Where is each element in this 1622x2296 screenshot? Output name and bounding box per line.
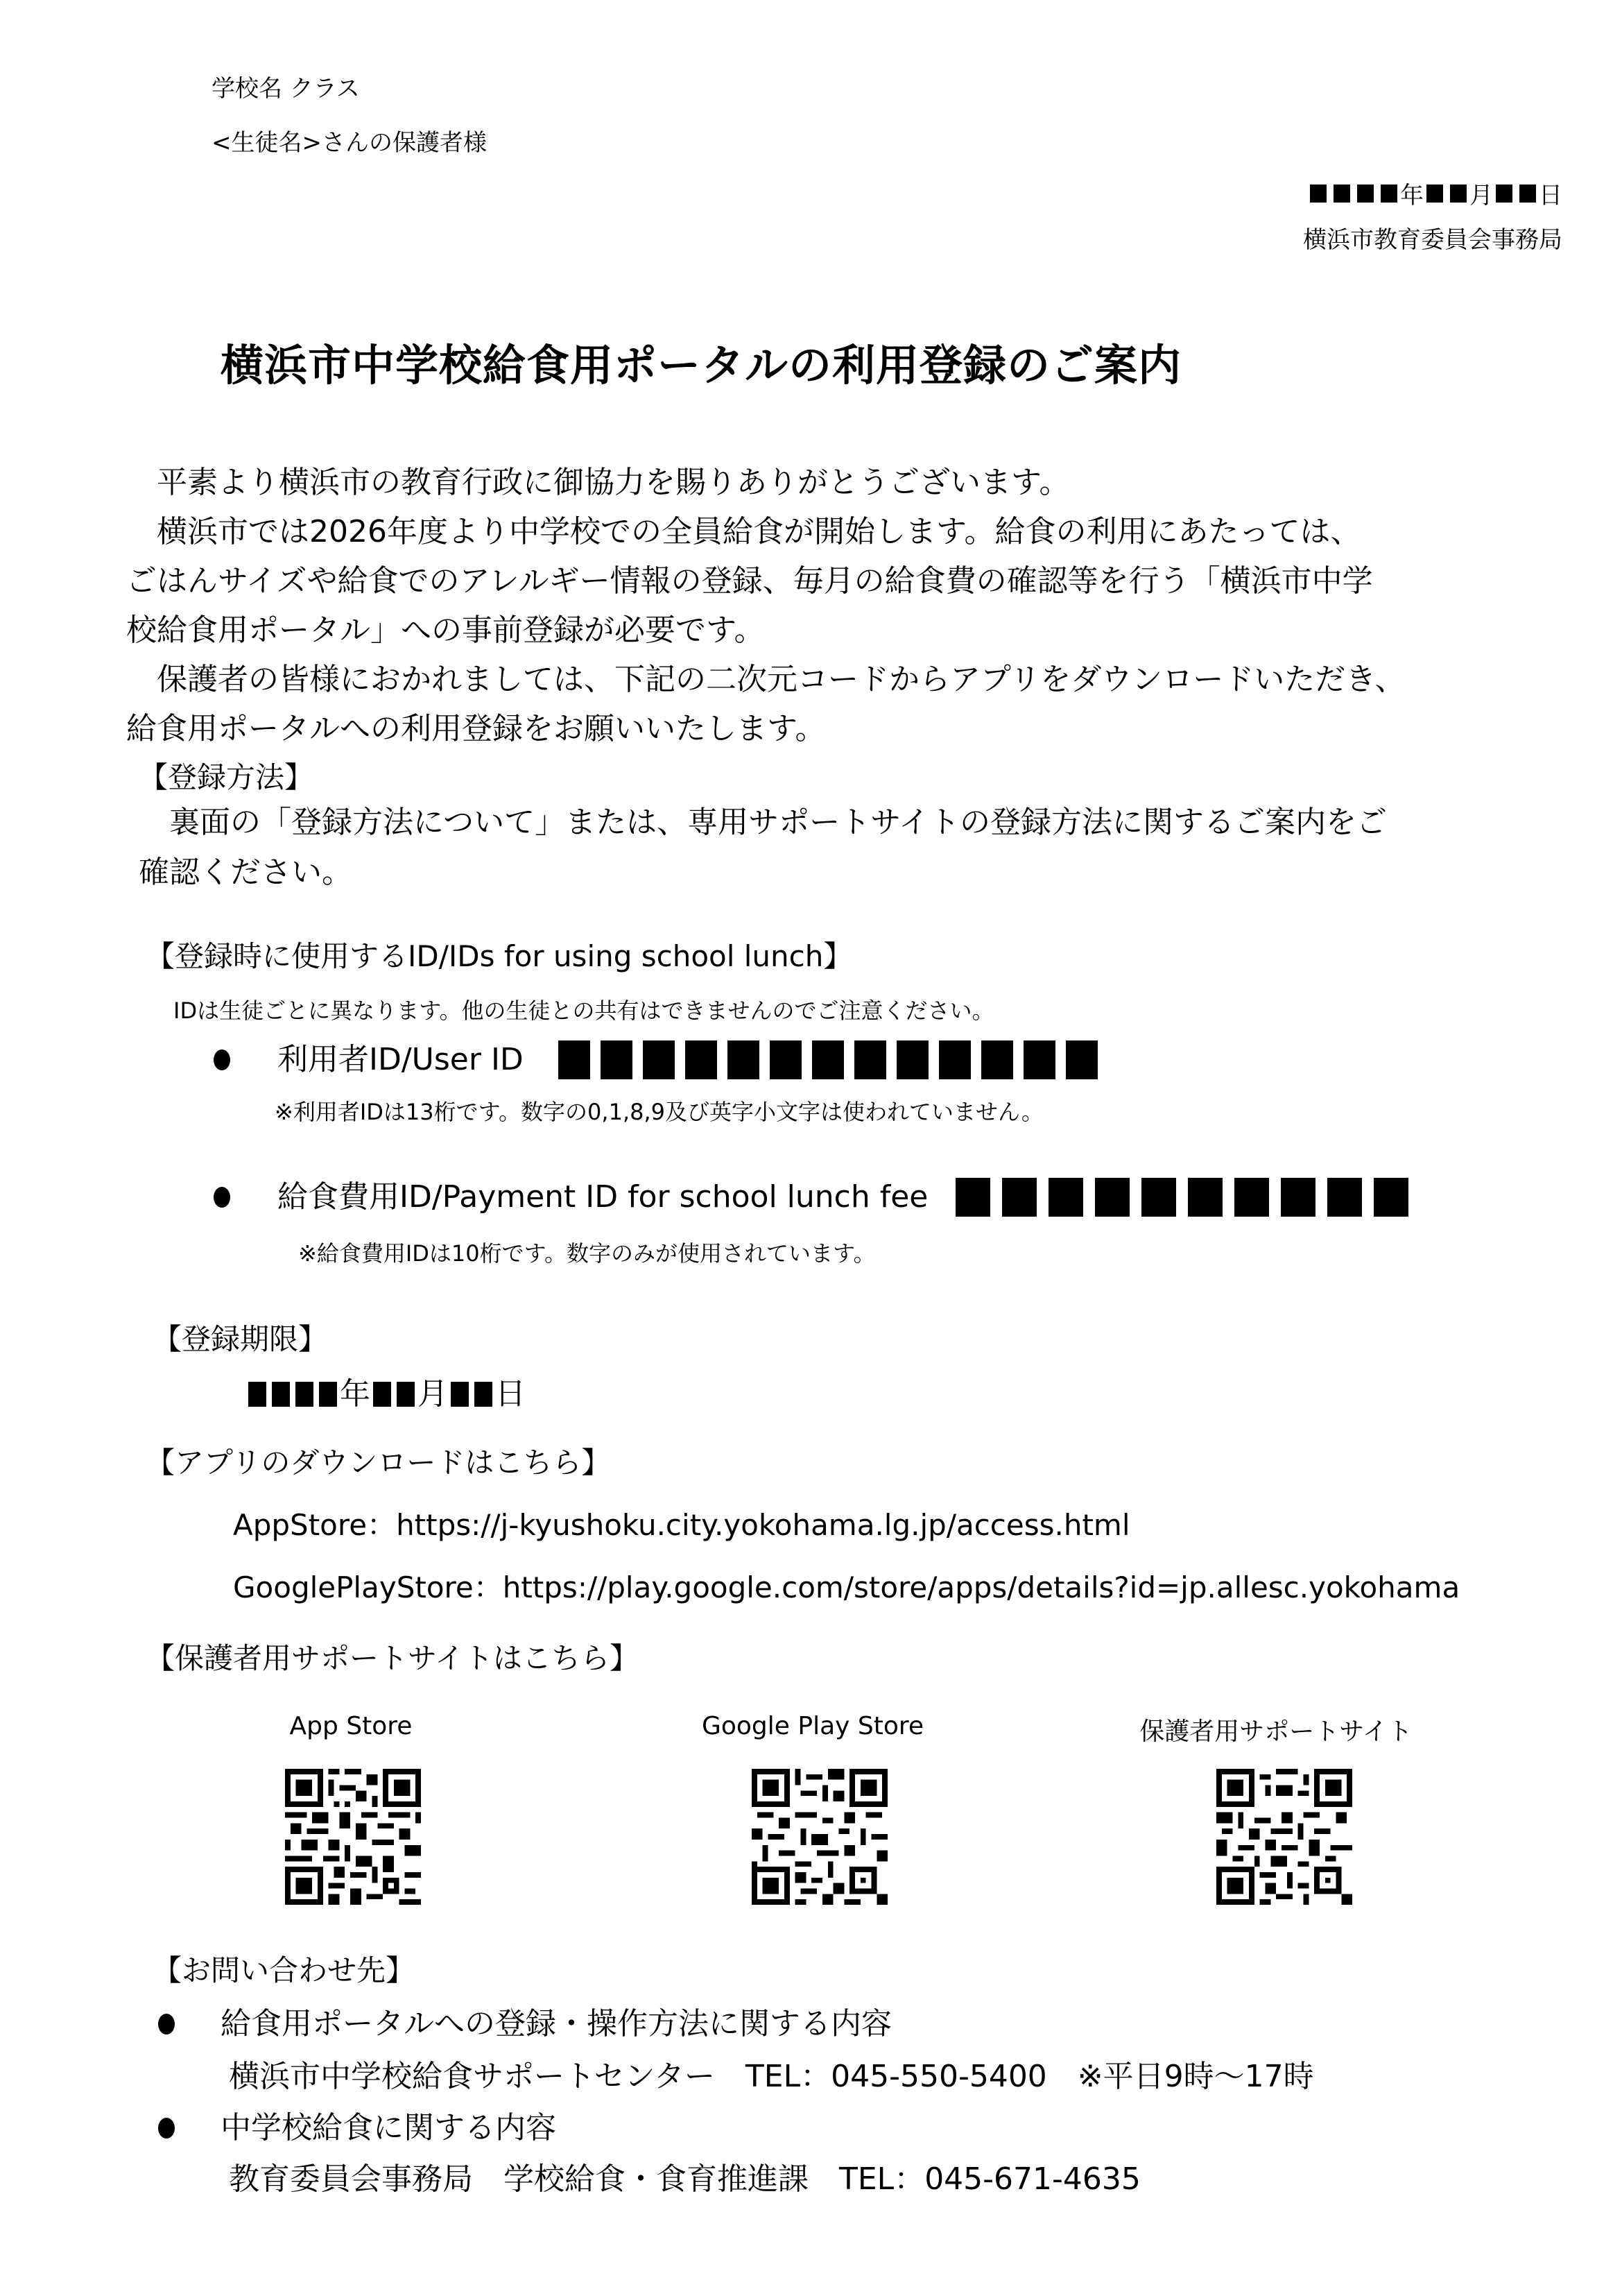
redacted-block [1381,185,1397,203]
deadline-date [248,1376,526,1412]
redacted-block [1450,185,1467,203]
payment-id-row [214,1178,1408,1217]
redacted-block [812,1040,844,1079]
redacted-block [558,1040,590,1079]
qr-code-icon[interactable] [1216,1769,1352,1905]
contact-detail: 横浜市中学校給食サポートセンター TEL：045-550-5400 ※平日9時～17時 [229,2059,1314,2094]
day-suffix: 日 [495,1376,526,1412]
qr-label-googleplay: Google Play Store [701,1712,924,1740]
qr-code-icon[interactable] [752,1769,888,1905]
googleplay-link-row [233,1570,1460,1604]
contact-topic: 中学校給食に関する内容 [221,2110,556,2145]
user-id-row [214,1040,1098,1079]
ids-heading: 【登録時に使用するID/IDs for using school lunch】 [146,939,853,973]
registration-method-text [139,798,1526,898]
redacted-block [685,1040,717,1079]
month-suffix: 月 [1469,182,1493,209]
redacted-block [1049,1178,1083,1217]
redacted-block [1327,1178,1362,1217]
school-class: 学校名 クラス [212,75,360,103]
payment-id-note: ※給食費用IDは10桁です。数字のみが使用されています。 [298,1240,876,1267]
day-suffix: 日 [1539,182,1562,209]
intro-line: 平素より横浜市の教育行政に御協力を賜りありがとうございます。 [126,465,1070,500]
appstore-link-row [233,1508,1130,1542]
intro-line: 横浜市では2026年度より中学校での全員給食が開始します。給食の利用にあたっては、 [126,514,1361,549]
payment-id-redacted [956,1178,1408,1217]
intro-line: 給食用ポータルへの利用登録をお願いいたします。 [126,711,826,746]
ids-note: IDは生徒ごとに異なります。他の生徒との共有はできませんのでご注意ください。 [173,997,994,1024]
redacted-block [1066,1040,1098,1079]
issuer: 横浜市教育委員会事務局 [1303,226,1562,254]
redacted-block [1234,1178,1269,1217]
contact-detail: 教育委員会事務局 学校給食・食育推進課 TEL：045-671-4635 [229,2161,1141,2197]
contact-item-lunch [158,2110,556,2145]
redacted-block [451,1382,469,1407]
intro-line: 校給食用ポータル」への事前登録が必要です。 [126,612,765,648]
googleplay-url-link[interactable]: https://play.google.com/store/apps/details?id=jp.allesc.yokohama [502,1570,1460,1604]
issue-date [1310,176,1562,210]
redacted-block [1357,185,1374,203]
redacted-block [981,1040,1013,1079]
user-id-label: 利用者ID/User ID [277,1042,524,1077]
qr-label-appstore: App Store [289,1712,413,1740]
redacted-block [854,1040,886,1079]
year-suffix: 年 [340,1376,370,1412]
redacted-block [295,1382,313,1407]
redacted-block [939,1040,971,1079]
redacted-block [1310,185,1327,203]
redacted-block [643,1040,675,1079]
qr-code-icon[interactable] [285,1769,421,1905]
bullet-icon [158,2014,175,2034]
year-suffix: 年 [1400,182,1424,209]
googleplay-label: GooglePlayStore： [233,1570,503,1604]
deadline-heading: 【登録期限】 [153,1322,328,1356]
redacted-block [373,1382,391,1407]
redacted-block [1002,1178,1037,1217]
redacted-block [1281,1178,1315,1217]
payment-id-label: 給食費用ID/Payment ID for school lunch fee [277,1179,929,1215]
user-id-redacted [558,1040,1098,1079]
page-title: 横浜市中学校給食用ポータルの利用登録のご案内 [221,340,1182,391]
download-heading: 【アプリのダウンロードはこちら】 [146,1446,611,1480]
redacted-block [1426,185,1443,203]
redacted-block [1188,1178,1223,1217]
bullet-icon [214,1050,230,1070]
redacted-block [1496,185,1512,203]
registration-method-heading: 【登録方法】 [139,760,314,794]
bullet-icon [214,1187,230,1208]
redacted-block [1334,185,1350,203]
intro-line: 保護者の皆様におかれましては、下記の二次元コードからアプリをダウンロードいただき、 [126,662,1406,697]
redacted-block [272,1382,290,1407]
redacted-block [1095,1178,1130,1217]
redacted-block [956,1178,990,1217]
method-line: 裏面の「登録方法について」または、専用サポートサイトの登録方法に関するご案内をご [139,805,1388,840]
redacted-block [474,1382,492,1407]
redacted-block [727,1040,759,1079]
redacted-block [1374,1178,1408,1217]
redacted-block [770,1040,802,1079]
intro-paragraph [126,458,1513,753]
redacted-block [897,1040,929,1079]
bullet-icon [158,2118,175,2139]
recipient: <生徒名>さんの保護者様 [212,129,487,157]
intro-line: ごはんサイズや給食でのアレルギー情報の登録、毎月の給食費の確認等を行う「横浜市中学 [126,563,1373,599]
contact-item-portal [158,2006,892,2041]
redacted-block [601,1040,632,1079]
support-heading: 【保護者用サポートサイトはこちら】 [146,1641,639,1675]
redacted-block [1024,1040,1055,1079]
redacted-block [1141,1178,1176,1217]
month-suffix: 月 [417,1376,448,1412]
redacted-block [1519,185,1536,203]
contact-topic: 給食用ポータルへの登録・操作方法に関する内容 [221,2006,892,2041]
redacted-block [248,1382,266,1407]
appstore-label: AppStore： [233,1508,397,1542]
appstore-url-link[interactable]: https://j-kyushoku.city.yokohama.lg.jp/access.html [396,1508,1130,1542]
redacted-block [397,1382,415,1407]
qr-label-support-site: 保護者用サポートサイト [1139,1717,1413,1746]
contact-heading: 【お問い合わせ先】 [153,1953,415,1987]
redacted-block [319,1382,337,1407]
user-id-note: ※利用者IDは13桁です。数字の0,1,8,9及び英字小文字は使われていません。 [275,1099,1044,1125]
method-line: 確認ください。 [139,855,352,890]
